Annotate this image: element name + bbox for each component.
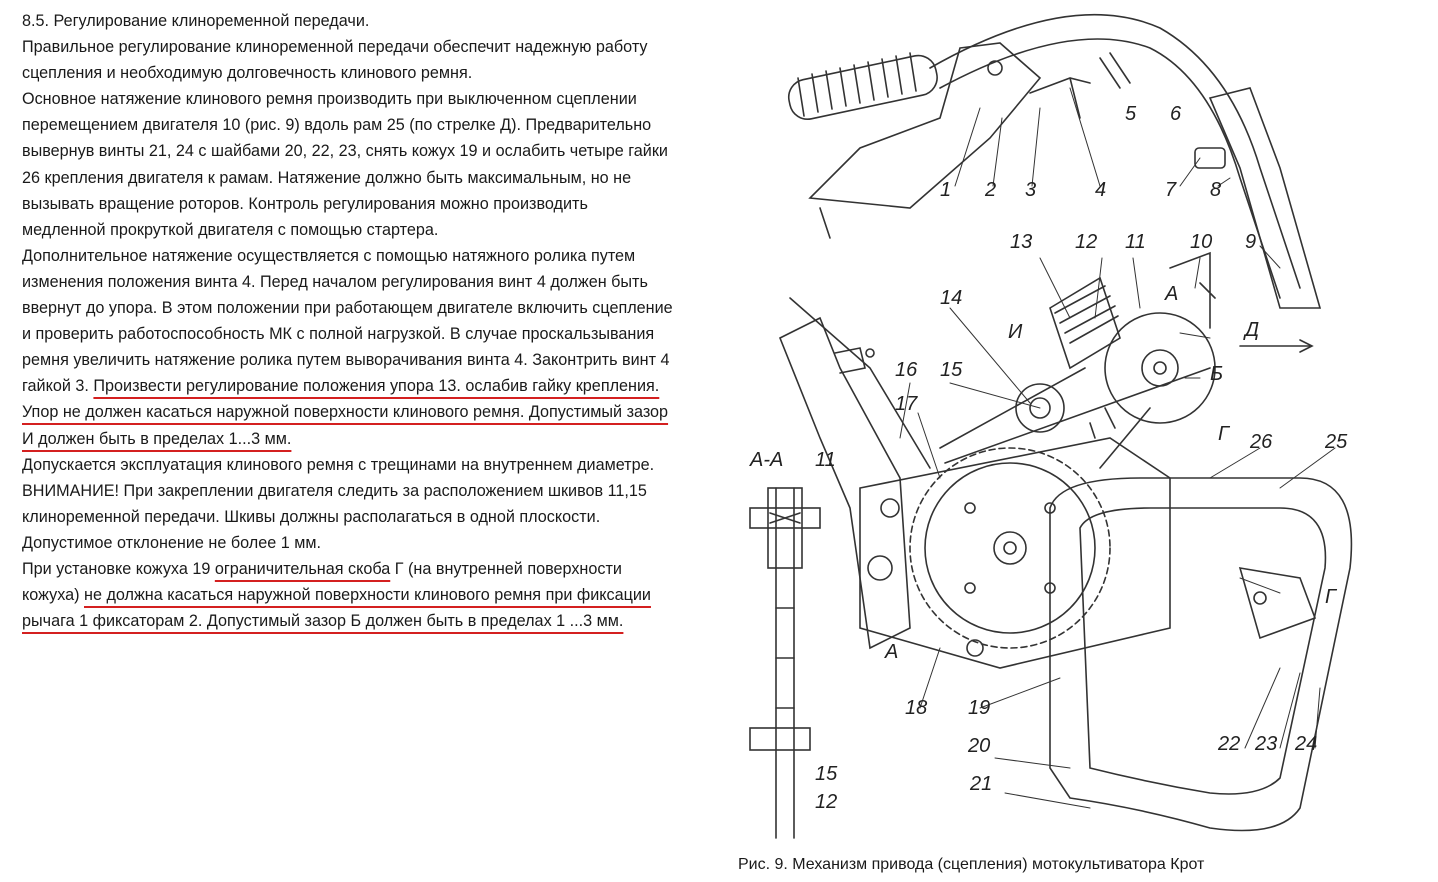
label-1: 1 <box>940 179 952 201</box>
mechanism-drawing <box>740 8 1430 848</box>
text-line <box>22 426 722 452</box>
label-17: 17 <box>895 393 918 415</box>
label-13: 13 <box>1010 231 1033 253</box>
label-11: 11 <box>1125 231 1146 253</box>
label-26: 26 <box>1250 431 1273 453</box>
label-25: 25 <box>1325 431 1348 453</box>
label-15: 15 <box>940 359 963 381</box>
document-text <box>22 8 722 634</box>
label-a2: А <box>885 641 899 663</box>
label-11b: 11 <box>815 449 836 471</box>
label-16: 16 <box>895 359 918 381</box>
label-20: 20 <box>968 735 991 757</box>
label-2: 2 <box>985 179 997 201</box>
section-aa <box>750 488 820 838</box>
underlined-text: ограничительная скоба <box>214 559 391 578</box>
label-21: 21 <box>970 773 993 795</box>
text-line: Допускается эксплуатация клинового ремня с трещинами на внутреннем диаметре. <box>22 455 655 474</box>
label-22: 22 <box>1218 733 1241 755</box>
text-line: ввернут до упора. В этом положении при работающем двигателе включить сцепление <box>22 299 673 318</box>
text-span: Г (на внутренней поверхности <box>390 559 622 578</box>
text-line: Допустимое отклонение не более 1 мм. <box>22 533 321 552</box>
underlined-text: Упор не должен касаться наружной поверхности клинового ремня. Допустимый зазор <box>22 403 669 422</box>
label-7: 7 <box>1165 179 1177 201</box>
label-14: 14 <box>940 287 963 309</box>
underlined-text: рычага 1 фиксаторам 2. Допустимый зазор Б должен быть в пределах 1 ...3 мм. <box>22 612 624 631</box>
direction-arrow-d <box>1240 340 1312 352</box>
text-line: вызывать вращение роторов. Контроль регулирования можно производить <box>22 194 588 213</box>
drawing-svg <box>740 8 1430 848</box>
text-line: вывернув винты 21, 24 с шайбами 20, 22, 23, снять кожух 19 и ослабить четыре гайки <box>22 142 668 161</box>
text-span: При установке кожуха 19 <box>22 559 215 578</box>
label-d: Д <box>1245 319 1260 341</box>
label-12: 12 <box>1075 231 1098 253</box>
label-18: 18 <box>905 697 928 719</box>
label-b: Б <box>1210 363 1224 385</box>
label-4: 4 <box>1095 179 1107 201</box>
text-span: гайкой 3. <box>22 377 94 396</box>
text-line <box>22 608 722 634</box>
label-section-aa: А-А <box>750 449 784 471</box>
text-line: сцепления и необходимую долговечность клинового ремня. <box>22 64 473 83</box>
text-line: Правильное регулирование клиноременной передачи обеспечит надежную работу <box>22 38 648 57</box>
text-line: Основное натяжение клинового ремня производить при выключенном сцеплении <box>22 90 637 109</box>
engine-assembly <box>860 253 1215 668</box>
text-span: кожуха) <box>22 586 84 605</box>
text-line: перемещением двигателя 10 (рис. 9) вдоль рам 25 (по стрелке Д). Предварительно <box>22 116 652 135</box>
text-line <box>22 582 722 608</box>
label-g: Г <box>1218 423 1229 445</box>
label-9: 9 <box>1245 231 1257 253</box>
label-g2: Г <box>1325 586 1336 608</box>
text-line: 26 крепления двигателя к рамам. Натяжение должно быть максимальным, но не <box>22 168 632 187</box>
underlined-text: не должна касаться наружной поверхности клинового ремня при фиксации <box>84 586 651 605</box>
figure-caption: Рис. 9. Механизм привода (сцепления) мотокультиватора Крот <box>738 856 1205 873</box>
text-line: изменения положения винта 4. Перед началом регулирования винт 4 должен быть <box>22 272 648 291</box>
text-line <box>22 556 722 582</box>
text-line: клиноременной передачи. Шкивы должны располагаться в одной плоскости. <box>22 507 601 526</box>
left-support <box>780 298 930 648</box>
label-5: 5 <box>1125 103 1137 125</box>
underlined-text: Произвести регулирование положения упора 13. ослабив гайку крепления. <box>93 377 660 396</box>
text-line: ВНИМАНИЕ! При закреплении двигателя следить за расположением шкивов 11,15 <box>22 481 647 500</box>
text-line: и проверить работоспособность МК с полной нагрузкой. В случае проскальзывания <box>22 325 655 344</box>
label-i: И <box>1008 321 1023 343</box>
handle-assembly <box>785 15 1320 308</box>
label-6: 6 <box>1170 103 1182 125</box>
label-12b: 12 <box>815 791 838 813</box>
text-line: ремня увеличить натяжение ролика путем выворачивания винта 4. Законтрить винт 4 <box>22 351 670 370</box>
label-19: 19 <box>968 697 991 719</box>
text-line: Дополнительное натяжение осуществляется с помощью натяжного ролика путем <box>22 246 636 265</box>
text-line <box>22 399 722 425</box>
section-heading: 8.5. Регулирование клиноременной передачи. <box>22 12 370 30</box>
label-15b: 15 <box>815 763 838 785</box>
text-line <box>22 373 722 399</box>
label-8: 8 <box>1210 179 1222 201</box>
belt-cover <box>1050 478 1351 831</box>
underlined-text: И должен быть в пределах 1...3 мм. <box>22 429 292 448</box>
label-23: 23 <box>1255 733 1278 755</box>
label-10: 10 <box>1190 231 1213 253</box>
text-line: медленной прокруткой двигателя с помощью стартера. <box>22 220 439 239</box>
label-a: А <box>1165 283 1179 305</box>
label-3: 3 <box>1025 179 1037 201</box>
label-24: 24 <box>1295 733 1318 755</box>
drawing-labels <box>749 103 1348 813</box>
